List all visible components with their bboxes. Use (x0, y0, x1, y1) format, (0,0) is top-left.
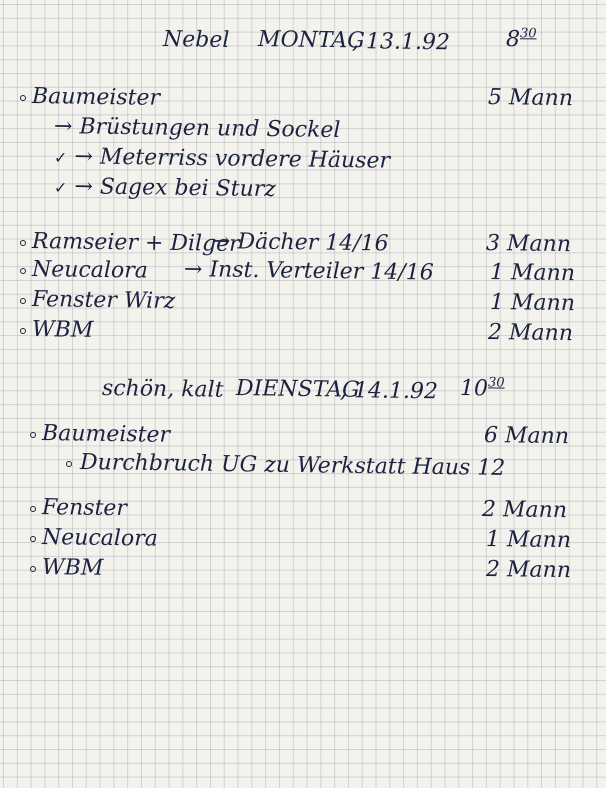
monday-item-count: 1 Mann (489, 260, 576, 287)
tuesday-weather: schön, kalt (101, 376, 224, 403)
bullet-icon (30, 506, 36, 512)
tuesday-time: $10^{30}$ (459, 375, 505, 402)
monday-subtask: ✓ → Meterriss vordere Häuser (53, 144, 391, 174)
monday-item-count: 5 Mann (487, 85, 574, 112)
monday-time: $8^{30}$ (505, 26, 537, 53)
bullet-icon (20, 268, 26, 274)
monday-item-count: 1 Mann (489, 290, 576, 317)
tuesday-date: , 14.1.92 (339, 378, 439, 405)
monday-subtask: ✓ → Sagex bei Sturz (53, 174, 277, 203)
monday-subtask: → Brüstungen und Sockel (53, 114, 341, 143)
monday-item-count: 3 Mann (485, 231, 572, 258)
tuesday-item-count: 6 Mann (483, 423, 570, 450)
monday-item-task: → Inst. Verteiler 14/16 (183, 257, 434, 286)
bullet-icon (30, 566, 36, 572)
monday-item-name: WBM (31, 317, 94, 343)
tuesday-item-count: 2 Mann (485, 557, 572, 584)
monday-item-name: Baumeister (31, 84, 161, 111)
monday-day: MONTAG (257, 27, 365, 54)
tuesday-item-count: 1 Mann (485, 527, 572, 554)
bullet-icon (20, 95, 26, 101)
tuesday-day: DIENSTAG (235, 376, 360, 403)
monday-item-name: Fenster Wirz (31, 287, 176, 314)
monday-item-name: Ramseier + Dilger (31, 229, 240, 257)
monday-weather: Nebel (162, 27, 230, 53)
bullet-icon (66, 461, 72, 467)
tuesday-subtask: Durchbruch UG zu Werkstatt Haus 12 (79, 450, 506, 481)
tuesday-item-name: Neucalora (41, 525, 158, 552)
monday-item-count: 2 Mann (487, 320, 574, 347)
monday-date: , 13.1.92 (351, 29, 451, 56)
check-icon: ✓ (53, 148, 68, 168)
bullet-icon (30, 432, 36, 438)
tuesday-item-name: Baumeister (41, 421, 171, 448)
tuesday-item-name: Fenster (41, 495, 128, 522)
monday-item-task: → Dächer 14/16 (211, 229, 389, 257)
tuesday-item-name: WBM (41, 555, 104, 581)
bullet-icon (20, 240, 26, 246)
monday-item-name: Neucalora (31, 257, 148, 284)
bullet-icon (20, 328, 26, 334)
tuesday-item-count: 2 Mann (481, 497, 568, 524)
check-icon: ✓ (53, 178, 68, 198)
bullet-icon (30, 536, 36, 542)
bullet-icon (20, 298, 26, 304)
